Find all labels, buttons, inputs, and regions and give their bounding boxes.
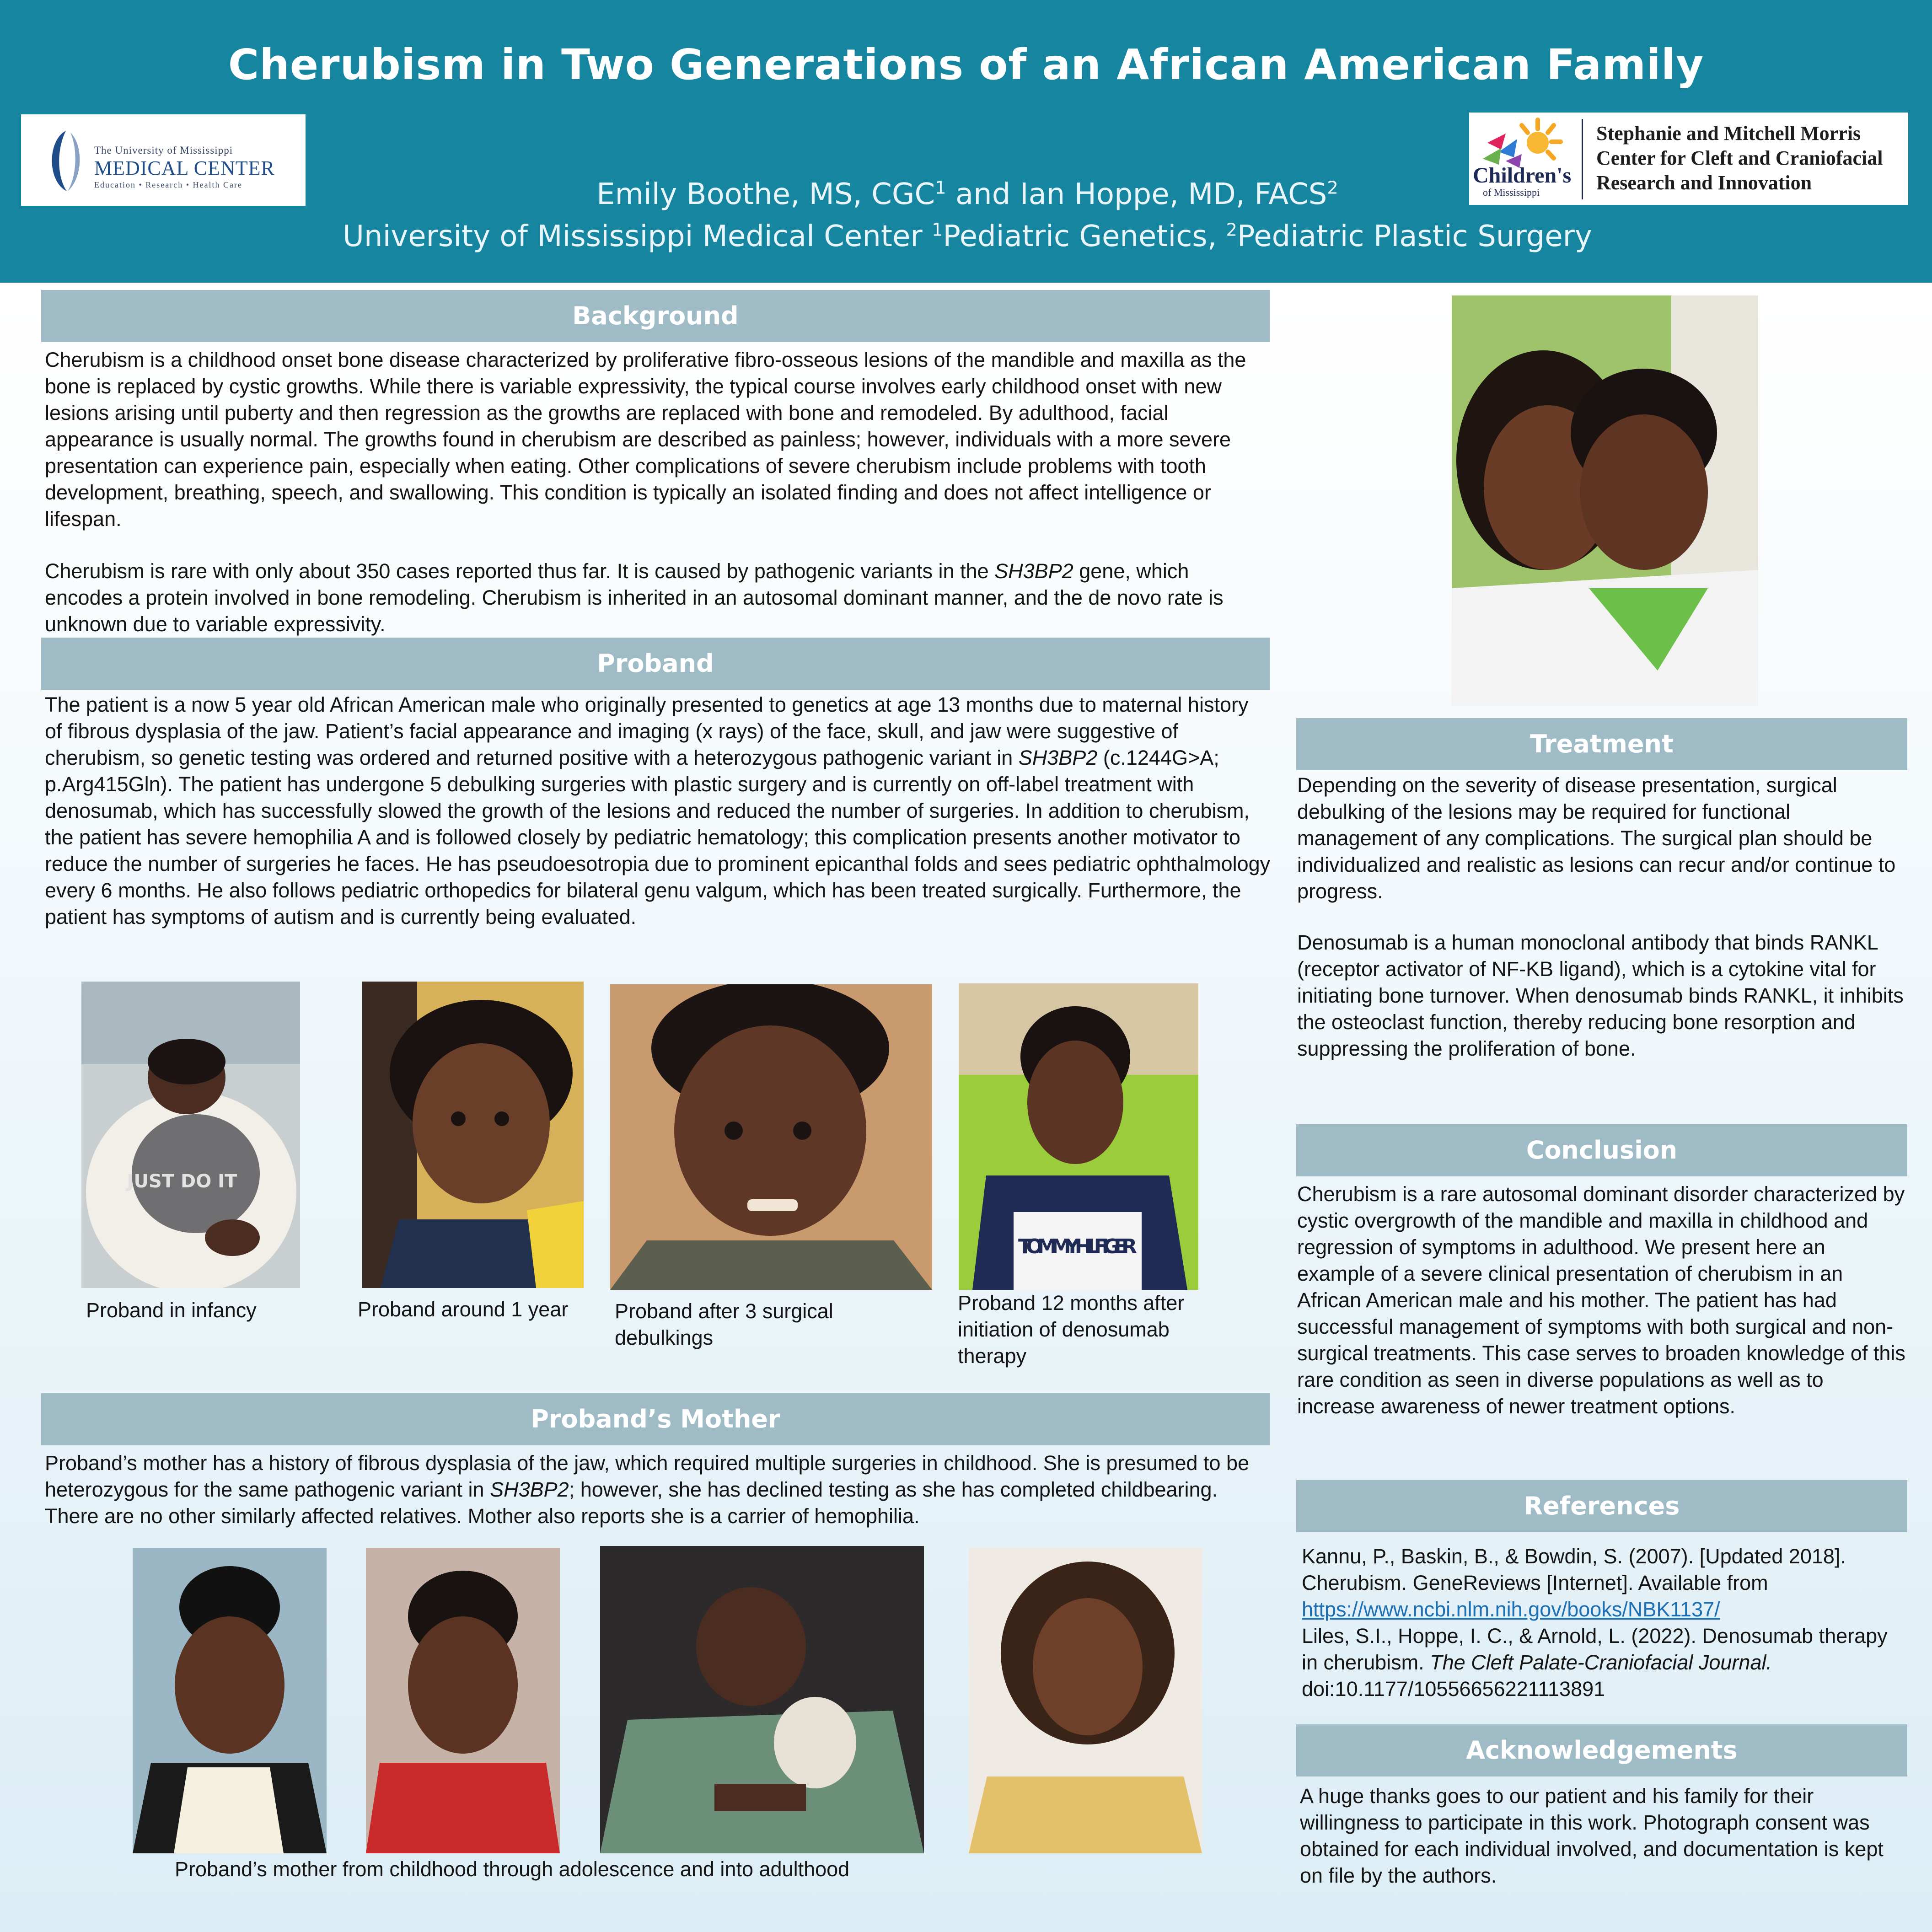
childrens-logo-sub: of Mississippi [1483, 187, 1540, 198]
childrens-logo-name: Children's [1473, 163, 1572, 188]
affil-text-2: Pediatric Genetics, [943, 220, 1226, 253]
authors-text-2: and Ian Hoppe, MD, FACS [946, 177, 1327, 211]
bg-p2-text: Cherubism is rare with only about 350 cases reported thus far. It is caused by pathogenic variants in the [45, 559, 995, 583]
poster-header [0, 0, 1932, 283]
umc-logo [21, 114, 306, 206]
affiliation-line [274, 220, 1660, 253]
conclusion-heading: Conclusion [1296, 1124, 1907, 1176]
proband-after-surgery-photo [610, 984, 932, 1290]
gene-name: SH3BP2 [490, 1478, 569, 1501]
reference-1: Kannu, P., Baskin, B., & Bowdin, S. (2007). [Updated 2018]. Cherubism. GeneReviews [Internet]. Available from [1302, 1545, 1846, 1594]
mother-caption: Proband’s mother from childhood through adolescence and into adulthood [175, 1857, 850, 1881]
conclusion-paragraph: Cherubism is a rare autosomal dominant disorder characterized by cystic overgrowth of the mandible and maxilla in childhood and regression of symptoms in adulthood. We present here an example of a severe clinical presentation of cherubism in an African American male and his mother. The patient has had successful management of symptoms with both surgical and non-surgical treatments. This case serves to broaden knowledge of this rare condition as seen in diverse populations as well as to increase awareness of newer treatment options. [1297, 1182, 1905, 1418]
mother-text-2: ; however, she has declined testing as she has completed childbearing. There are no other similarly affected relatives. Mother also reports she is a carrier of hemophilia. [45, 1478, 1218, 1528]
reference-2: Liles, S.I., Hoppe, I. C., & Arnold, L. (2022). Denosumab therapy in cherubism. [1302, 1624, 1888, 1674]
background-heading: Background [41, 290, 1270, 342]
umc-logo-line2: MEDICAL CENTER [94, 157, 275, 179]
mother-heading: Proband’s Mother [41, 1393, 1270, 1445]
center-name-line2: Center for Cleft and Craniofacial [1596, 147, 1883, 169]
shirt-text-2: TOMMY HILFIGER [1018, 1235, 1137, 1258]
references-heading: References [1296, 1480, 1907, 1532]
treatment-paragraph-2: Denosumab is a human monoclonal antibody that binds RANKL (receptor activator of NF-KB ligand), which is a cytokine vital for initiating bone turnover. When denosumab binds RANKL, it inhibits the osteoclast function, thereby reducing bone resorption and suppressing the proliferation of bone. [1297, 931, 1904, 1060]
affil-text: University of Mississippi Medical Center [343, 220, 932, 253]
background-paragraph-2 [45, 558, 1271, 638]
affil-sup1: 1 [931, 220, 943, 241]
authors-text: Emily Boothe, MS, CGC [596, 177, 935, 211]
reference-2-journal: The Cleft Palate-Craniofacial Journal. [1430, 1651, 1772, 1674]
umc-logo-line3: Education • Research • Health Care [94, 180, 242, 189]
center-name-line1: Stephanie and Mitchell Morris [1596, 122, 1861, 145]
mother-paragraph [45, 1450, 1271, 1530]
poster-title: Cherubism in Two Generations of an African American Family [228, 40, 1704, 89]
proband-infancy-photo [81, 982, 300, 1288]
caption-denosumab: Proband 12 months after initiation of denosumab therapy [958, 1291, 1185, 1368]
caption-after-surgery: Proband after 3 surgical debulkings [615, 1299, 833, 1349]
acknowledgements-paragraph: A huge thanks goes to our patient and his family for their willingness to participate in this work. Photograph consent was obtained for each individual involved, and documentation is kept on file by the authors. [1300, 1784, 1884, 1887]
proband-denosumab-photo [959, 983, 1198, 1290]
affil-sup2: 2 [1226, 220, 1237, 241]
mother-childhood-photo-1 [133, 1548, 327, 1853]
shirt-text: JUST DO IT [127, 1171, 237, 1192]
affil-text-3: Pediatric Plastic Surgery [1237, 220, 1592, 253]
proband-text: The patient is a now 5 year old African American male who originally presented to genetics at age 13 months due to maternal history of fibrous dysplasia of the jaw. Patient’s facial appearance and imaging (x rays) of the face, skull, and jaw were suggestive of cherubism, so genetic testing was ordered and returned positive with a heterozygous pathogenic variant in [45, 693, 1249, 769]
proband-text-2: (c.1244G>A; p.Arg415Gln). The patient has undergone 5 debulking surgeries with plastic surgery and is currently on off-label treatment with denosumab, which has successfully slowed the growth of the lesions and reduced the number of surgeries. In addition to cherubism, the patient has severe hemophilia A and is followed closely by pediatric hematology; this complication presents another motivator to reduce the number of surgeries he faces. He has pseudoesotropia due to prominent epicanthal folds and sees pediatric ophthalmology every 6 months. He also follows pediatric orthopedics for bilateral genu valgum, which has been treated surgically. Furthermore, the patient has symptoms of autism and is currently being evaluated. [45, 746, 1271, 928]
proband-heading: Proband [41, 638, 1270, 690]
proband-paragraph [45, 692, 1271, 930]
gene-name: SH3BP2 [1018, 746, 1098, 769]
reference-1-link[interactable]: https://www.ncbi.nlm.nih.gov/books/NBK1137/ [1302, 1598, 1720, 1621]
treatment-paragraph-1: Depending on the severity of disease presentation, surgical debulking of the lesions may be required for functional management of any complications. The surgical plan should be individualized and realistic as lesions can recur and/or continue to progress. [1297, 773, 1896, 903]
author-line [274, 177, 1660, 211]
proband-one-year-photo [362, 982, 584, 1288]
authors-sup2: 2 [1327, 177, 1338, 199]
gene-name: SH3BP2 [994, 559, 1073, 583]
umc-logo-line1: The University of Mississippi [94, 145, 233, 156]
authors-sup1: 1 [935, 177, 946, 199]
caption-infancy: Proband in infancy [86, 1299, 257, 1322]
background-paragraph-1: Cherubism is a childhood onset bone disease characterized by proliferative fibro-osseous lesions of the mandible and maxilla as the bone is replaced by cystic growths. While there is variable expressivity, the typical course involves early childhood onset with new lesions arising until puberty and then regression as the growths are replaced with bone and remodeled. By adulthood, facial appearance is usually normal. The growths found in cherubism are described as painless; however, individuals with a more severe presentation can experience pain, especially when eating. Other complications of severe cherubism include problems with tooth development, breathing, speech, and swallowing. This condition is typically an isolated finding and does not affect intelligence or lifespan. [45, 348, 1246, 531]
umc-logo-mark [38, 126, 93, 195]
acknowledgements-heading: Acknowledgements [1296, 1724, 1907, 1776]
sun-icon [1474, 115, 1579, 170]
mother-and-son-photo [1452, 295, 1758, 706]
references-list [1302, 1543, 1905, 1702]
reference-2-doi: doi:10.1177/10556656221113891 [1302, 1677, 1605, 1701]
mother-hospital-photo [600, 1546, 924, 1853]
treatment-heading: Treatment [1296, 718, 1907, 770]
bg-p2-text-2: gene, which encodes a protein involved in bone remodeling. Cherubism is inherited in an autosomal dominant manner, and the de novo rate is unknown due to variable expressivity. [45, 559, 1224, 636]
center-name-line3: Research and Innovation [1596, 172, 1812, 194]
caption-one-year: Proband around 1 year [358, 1298, 569, 1321]
mother-childhood-photo-2 [366, 1548, 560, 1853]
mother-text: Proband’s mother has a history of fibrous dysplasia of the jaw, which required multiple surgeries in childhood. She is presumed to be heterozygous for the same pathogenic variant in [45, 1451, 1250, 1501]
mother-adult-photo [969, 1548, 1202, 1853]
